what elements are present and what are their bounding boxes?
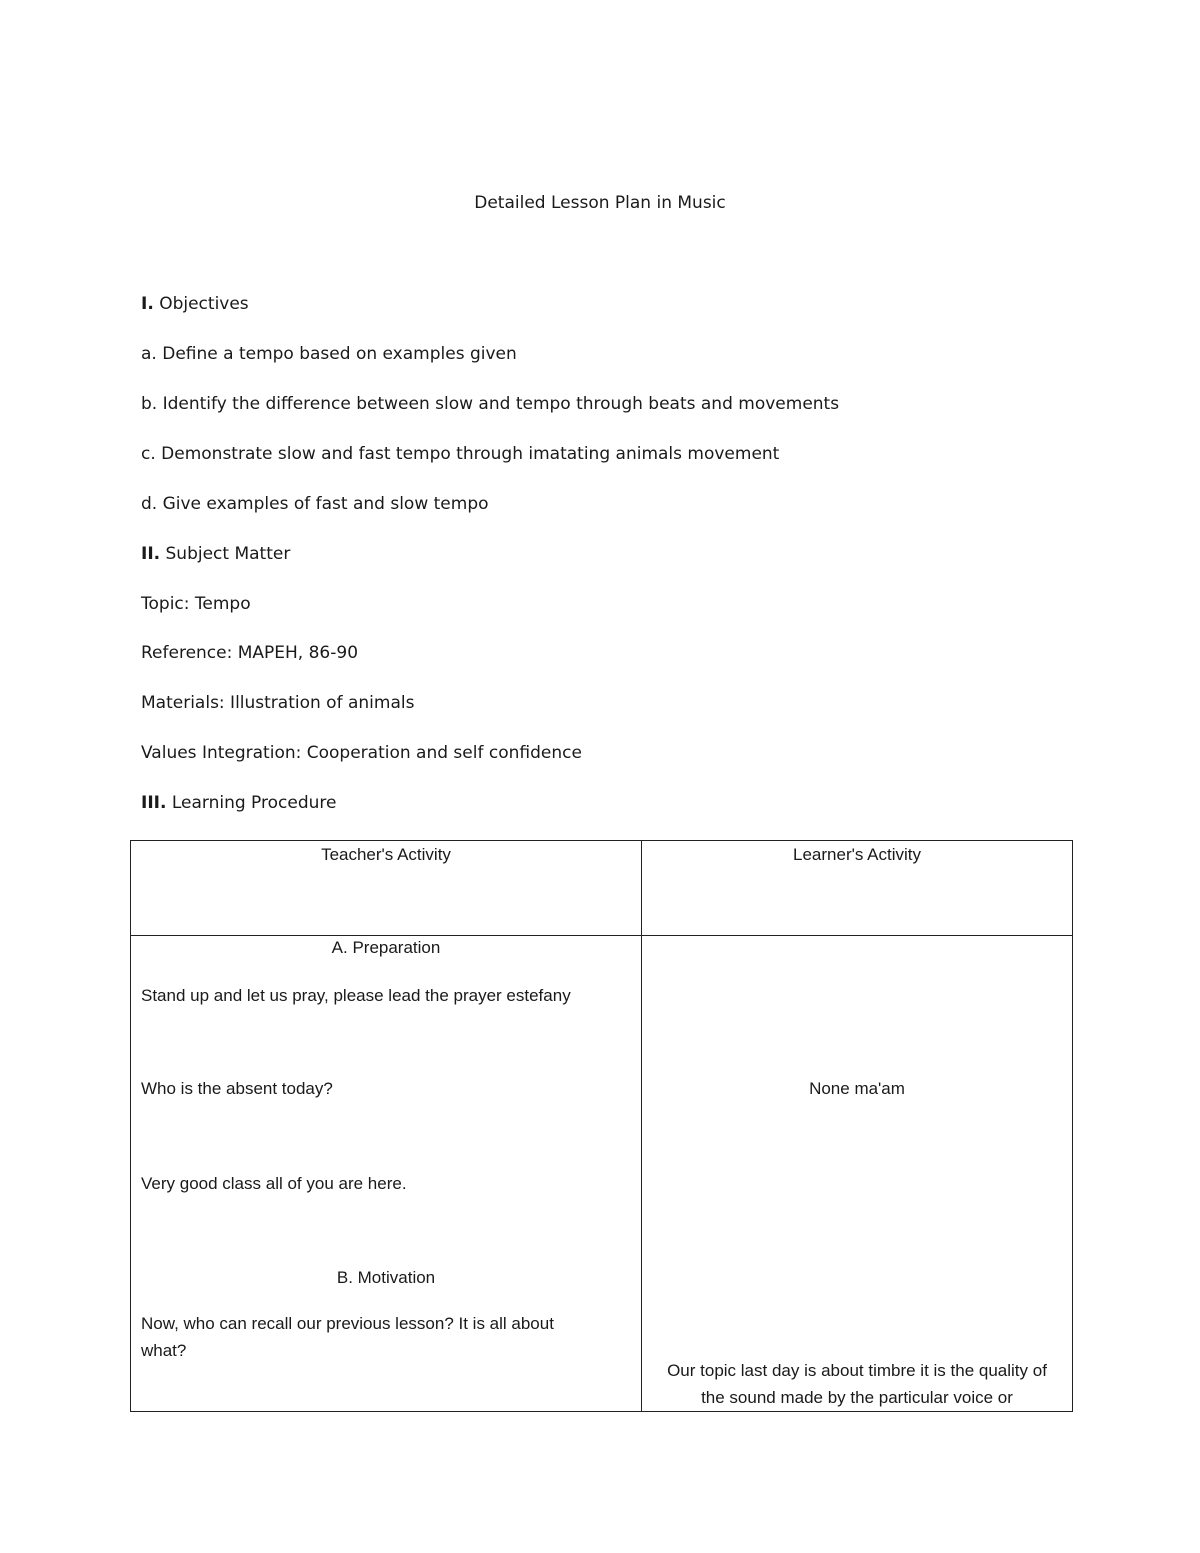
- objectives-heading: [141, 294, 249, 314]
- objective-b: b. Identify the difference between slow and tempo through beats and movements: [141, 394, 840, 414]
- preparation-heading: A. Preparation: [331, 938, 441, 957]
- materials-line: Materials: Illustration of animals: [141, 693, 415, 713]
- table-body-row: [131, 936, 1073, 1412]
- very-good-remark: Very good class all of you are here.: [141, 1174, 407, 1193]
- procedure-numeral: III.: [141, 793, 167, 813]
- learner-header: Learner's Activity: [793, 845, 921, 864]
- subject-heading: [141, 544, 290, 564]
- procedure-heading: [141, 793, 336, 813]
- motivation-heading: B. Motivation: [336, 1268, 436, 1287]
- recall-question: Now, who can recall our previous lesson? It is all about what?: [141, 1314, 554, 1360]
- topic-line: Topic: Tempo: [141, 594, 251, 614]
- table-header-row: [131, 841, 1073, 936]
- objective-c: c. Demonstrate slow and fast tempo through imatating animals movement: [141, 444, 780, 464]
- objective-a: a. Define a tempo based on examples given: [141, 344, 517, 364]
- none-answer: None ma'am: [809, 1079, 905, 1098]
- objectives-numeral: I.: [141, 294, 154, 314]
- pray-instruction: Stand up and let us pray, please lead the prayer estefany: [141, 986, 571, 1005]
- values-line: Values Integration: Cooperation and self confidence: [141, 743, 582, 763]
- learner-header-cell: [642, 841, 1073, 936]
- subject-heading-text: Subject Matter: [160, 544, 291, 564]
- objective-d: d. Give examples of fast and slow tempo: [141, 494, 489, 514]
- subject-numeral: II.: [141, 544, 161, 564]
- teacher-header-cell: [131, 841, 642, 936]
- teacher-header: Teacher's Activity: [321, 845, 451, 864]
- timbre-answer: Our topic last day is about timbre it is the quality of the sound made by the particular voice or: [667, 1361, 1047, 1407]
- procedure-heading-text: Learning Procedure: [166, 793, 337, 813]
- teacher-activity-cell: [131, 936, 642, 1412]
- document-title: Detailed Lesson Plan in Music: [474, 193, 726, 213]
- absent-question: Who is the absent today?: [141, 1079, 333, 1098]
- learner-activity-cell: [642, 936, 1073, 1412]
- learning-procedure-table: [130, 840, 1073, 1412]
- reference-line: Reference: MAPEH, 86-90: [141, 643, 359, 663]
- objectives-heading-text: Objectives: [153, 294, 249, 314]
